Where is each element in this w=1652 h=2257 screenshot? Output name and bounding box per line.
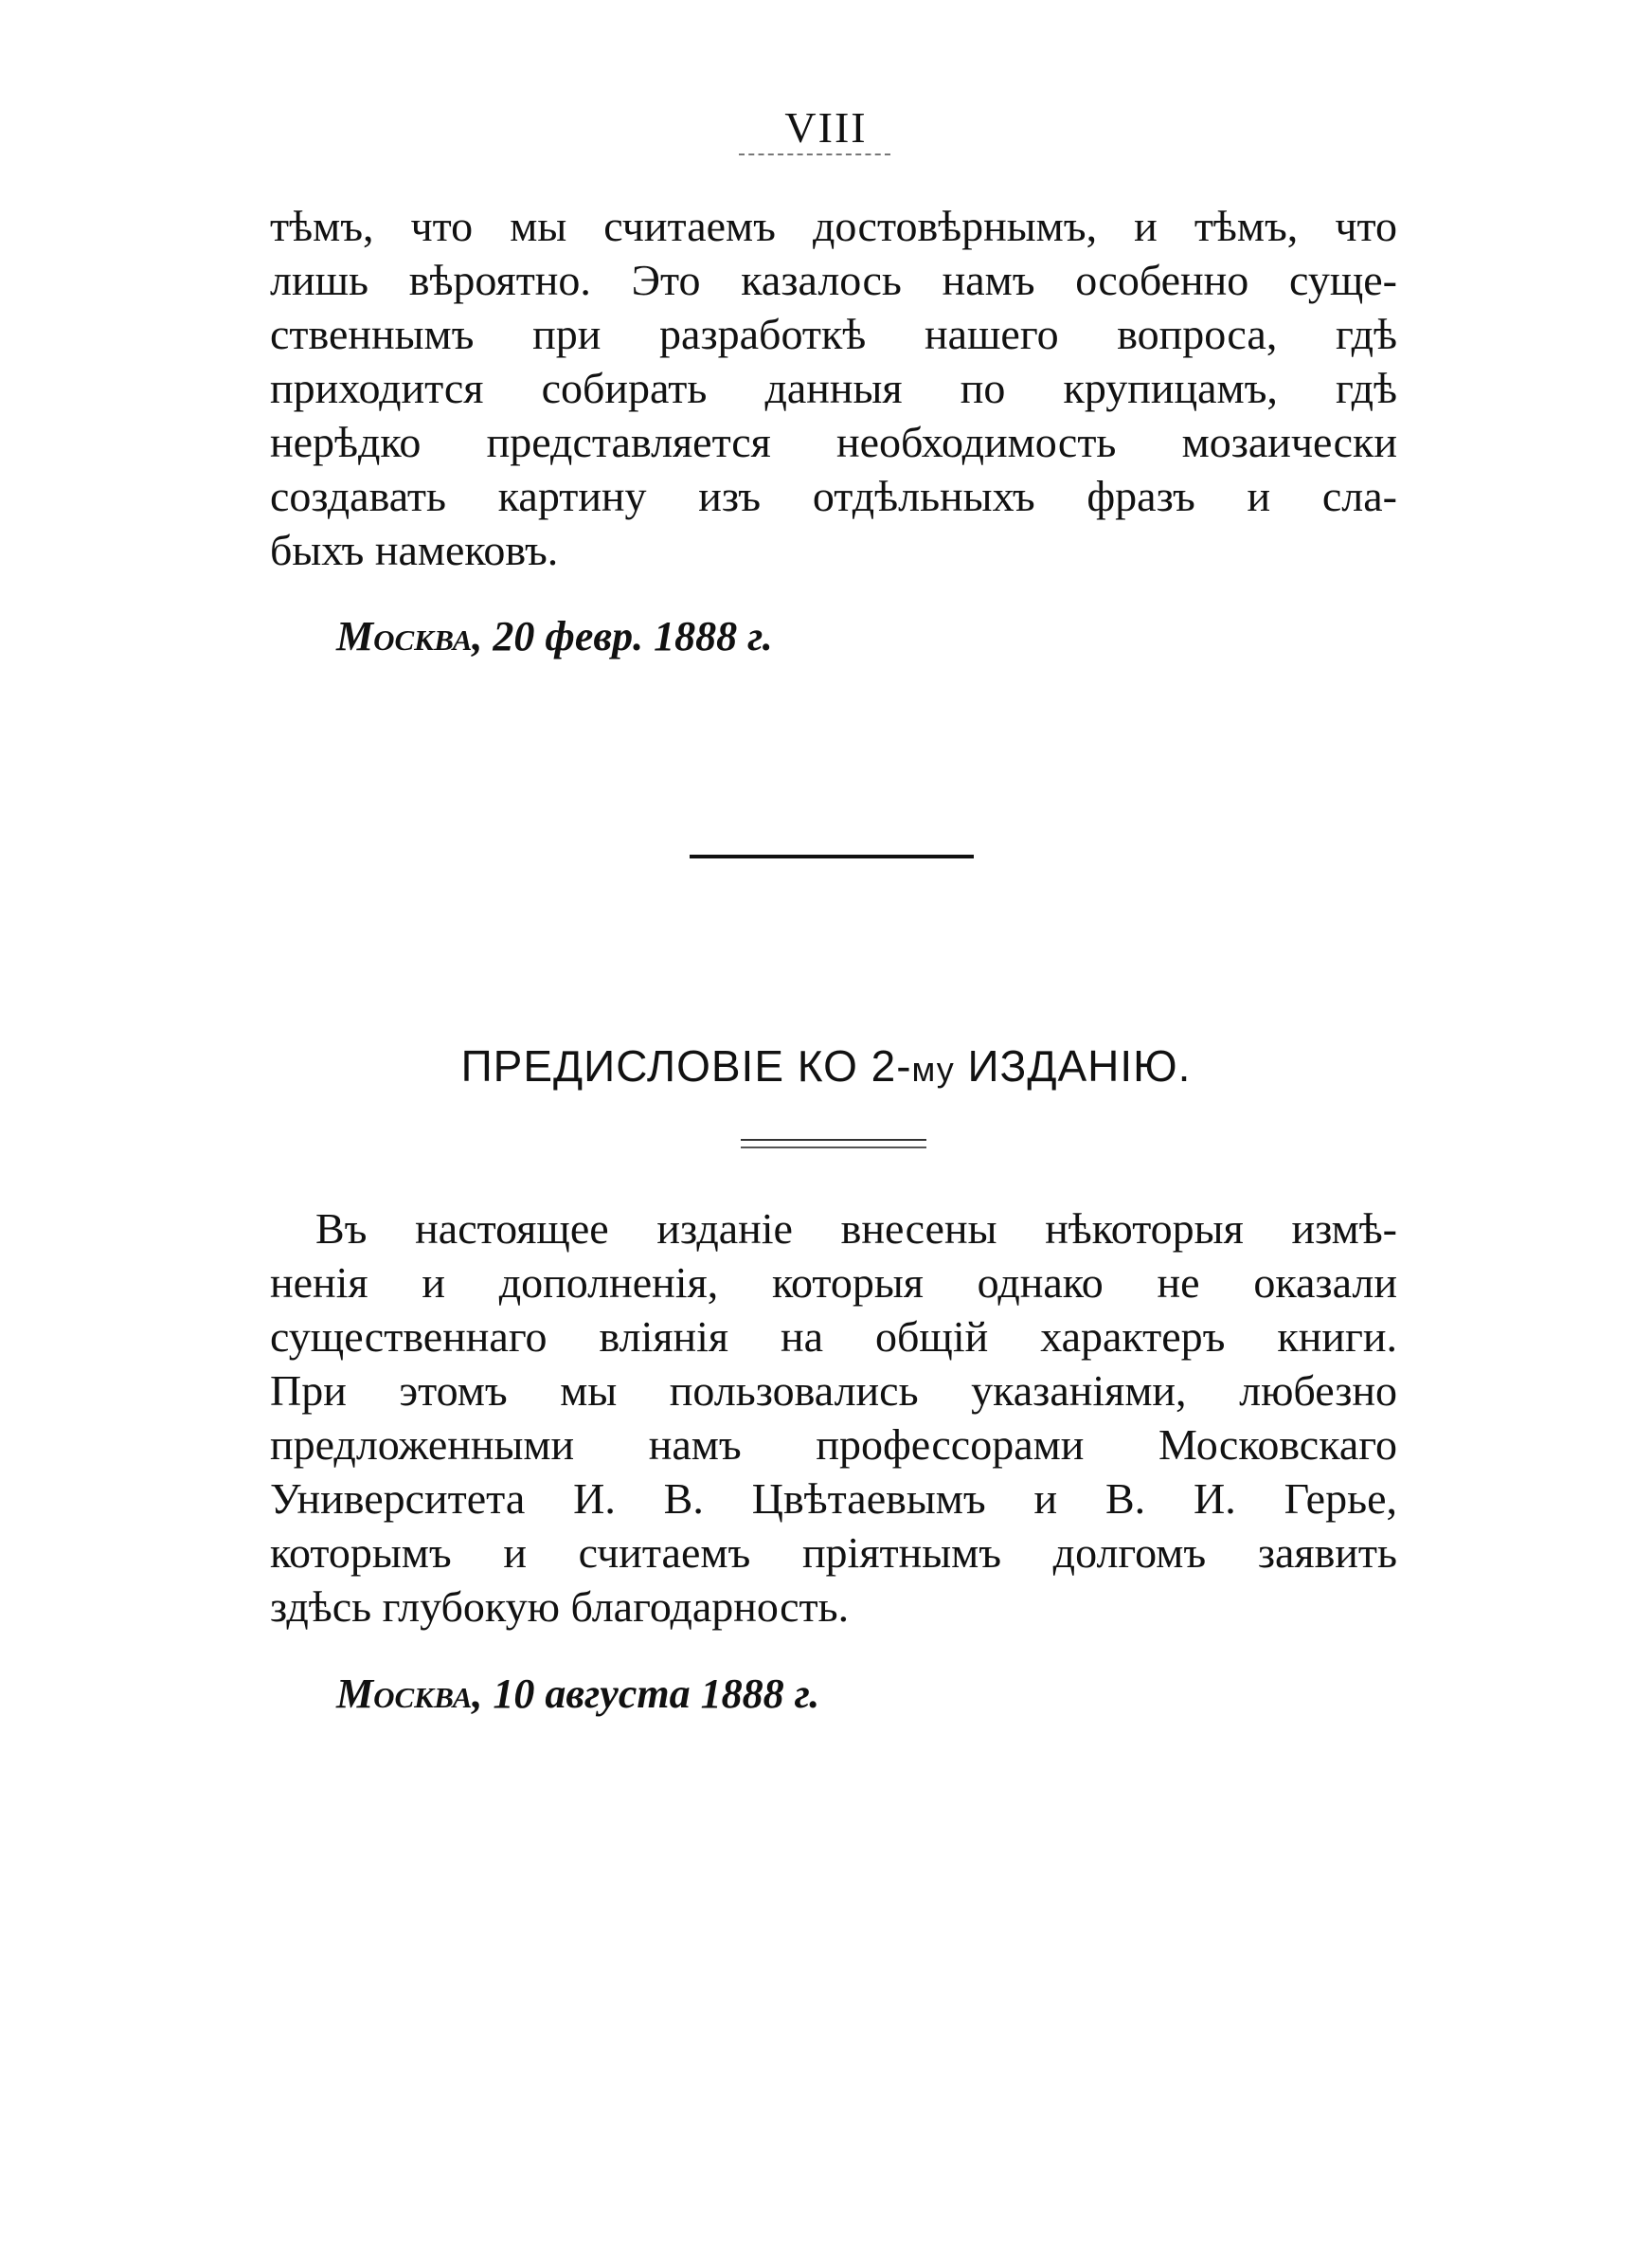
paragraph-line: Въ настоящее изданіе внесены нѣкоторыя измѣ- xyxy=(315,1204,1397,1253)
paragraph-line: которымъ и считаемъ пріятнымъ долгомъ заявить xyxy=(270,1528,1397,1577)
signature-date: 10 августа 1888 г. xyxy=(493,1670,820,1717)
page-number-rule xyxy=(739,153,890,155)
paragraph-line: здѣсь глубокую благодарность. xyxy=(270,1582,850,1631)
section1-paragraph xyxy=(270,199,1397,577)
signature-date: 20 февр. 1888 г. xyxy=(493,613,773,659)
paragraph-line: При этомъ мы пользовались указаніями, любезно xyxy=(270,1366,1397,1415)
paragraph-line: тѣмъ, что мы считаемъ достовѣрнымъ, и тѣмъ, что xyxy=(270,202,1397,250)
section-divider xyxy=(690,855,974,858)
paragraph-line: быхъ намековъ. xyxy=(270,526,559,574)
paragraph-line: ственнымъ при разработкѣ нашего вопроса, гдѣ xyxy=(270,310,1397,358)
paragraph-line: ненія и дополненія, которыя однако не оказали xyxy=(270,1258,1397,1307)
section2-signature xyxy=(336,1670,819,1718)
preface-heading xyxy=(0,1040,1652,1092)
section1-signature xyxy=(336,612,773,660)
heading-rule xyxy=(741,1147,926,1148)
heading-main: ПРЕДИСЛОВІЕ КО 2- xyxy=(460,1041,912,1091)
paragraph-line: Университета И. В. Цвѣтаевымъ и В. И. Герье, xyxy=(270,1474,1397,1523)
paragraph-line: существеннаго вліянія на общій характеръ книги. xyxy=(270,1312,1397,1361)
heading-rule xyxy=(741,1139,926,1141)
paragraph-line: нерѣдко представляется необходимость мозаически xyxy=(270,418,1397,466)
paragraph-line: лишь вѣроятно. Это казалось намъ особенно суще- xyxy=(270,256,1397,304)
heading-end: ИЗДАНІЮ. xyxy=(954,1041,1192,1091)
paragraph-line: предложенными намъ профессорами Московскаго xyxy=(270,1420,1397,1469)
paragraph-line: приходится собирать данныя по крупицамъ, гдѣ xyxy=(270,364,1397,412)
section2-paragraph xyxy=(270,1201,1397,1634)
signature-city: Москва, xyxy=(336,1670,483,1717)
heading-small: му xyxy=(911,1050,955,1089)
paragraph-line: создавать картину изъ отдѣльныхъ фразъ и сла- xyxy=(270,472,1397,520)
signature-city: Москва, xyxy=(336,613,483,659)
page-number: VIII xyxy=(784,103,868,152)
